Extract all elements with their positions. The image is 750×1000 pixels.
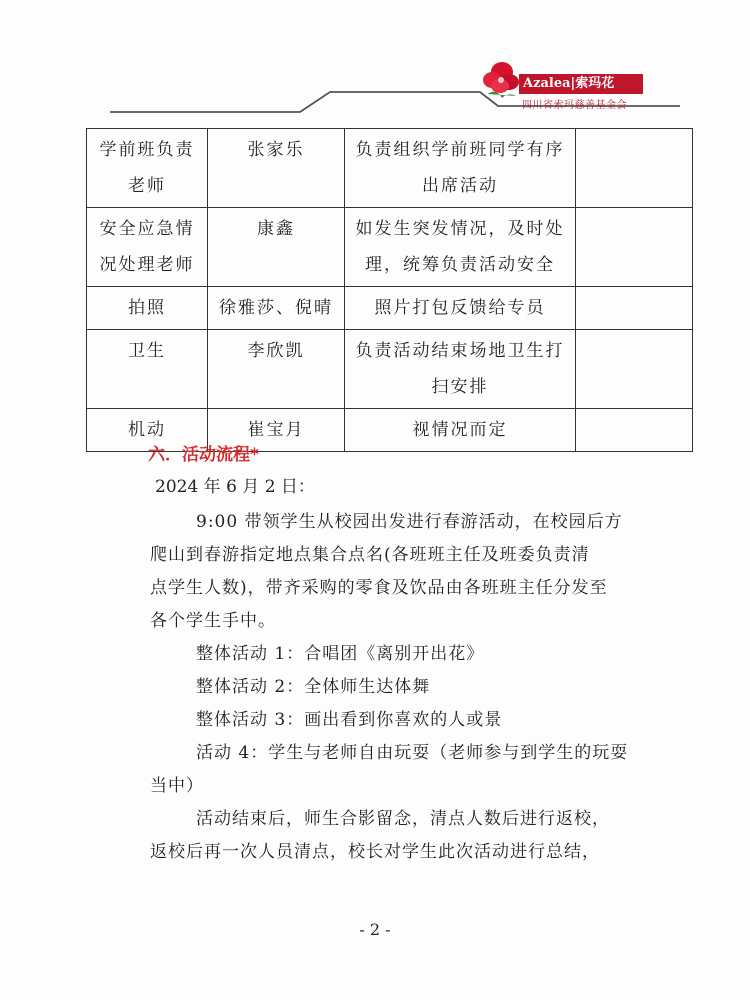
task-cell: 如发生突发情况，及时处理，统筹负责活动安全	[345, 208, 576, 287]
name-cell: 李欣凯	[208, 330, 345, 409]
page-number: - 2 -	[359, 920, 391, 939]
paragraph-line: 爬山到春游指定地点集合点名(各班班主任及班委负责清	[150, 545, 590, 565]
name-cell: 张家乐	[208, 129, 345, 208]
table-row	[87, 129, 693, 208]
table-row	[87, 287, 693, 330]
logo-subtitle: 四川省索玛慈善基金会	[522, 100, 627, 111]
name-cell: 康鑫	[208, 208, 345, 287]
activity-item: 活动 4：学生与老师自由玩耍（老师参与到学生的玩耍	[196, 743, 629, 763]
note-cell	[576, 129, 693, 208]
note-cell	[576, 208, 693, 287]
task-cell: 负责组织学前班同学有序出席活动	[345, 129, 576, 208]
table-row	[87, 330, 693, 409]
role-cell: 拍照	[87, 287, 208, 330]
task-cell: 负责活动结束场地卫生打扫安排	[345, 330, 576, 409]
activity-item: 整体活动 3：画出看到你喜欢的人或景	[196, 710, 503, 730]
note-cell	[576, 409, 693, 452]
note-cell	[576, 287, 693, 330]
task-cell: 视情况而定	[345, 409, 576, 452]
section-heading: 六．活动流程*	[148, 445, 259, 465]
role-cell: 安全应急情况处理老师	[87, 208, 208, 287]
table-row	[87, 208, 693, 287]
logo-title: Azalea|索玛花	[519, 74, 643, 94]
paragraph-line: 9:00 带领学生从校园出发进行春游活动，在校园后方	[196, 512, 623, 532]
event-date: 2024 年 6 月 2 日：	[155, 477, 315, 497]
name-cell: 崔宝月	[208, 409, 345, 452]
name-cell: 徐雅莎、倪晴	[208, 287, 345, 330]
azalea-flower-icon	[482, 58, 522, 104]
paragraph-line: 活动结束后，师生合影留念，清点人数后进行返校，	[196, 809, 610, 829]
role-cell: 学前班负责老师	[87, 129, 208, 208]
paragraph-line: 返校后再一次人员清点，校长对学生此次活动进行总结，	[150, 842, 600, 862]
role-cell: 卫生	[87, 330, 208, 409]
staff-table	[86, 128, 693, 452]
role-cell: 机动	[87, 409, 208, 452]
paragraph-line: 各个学生手中。	[150, 611, 276, 631]
note-cell	[576, 330, 693, 409]
activity-item: 当中）	[150, 776, 204, 796]
azalea-logo	[482, 58, 652, 110]
activity-item: 整体活动 1：合唱团《离别开出花》	[196, 644, 485, 664]
paragraph-line: 点学生人数)，带齐采购的零食及饮品由各班班主任分发至	[150, 578, 608, 598]
task-cell: 照片打包反馈给专员	[345, 287, 576, 330]
activity-item: 整体活动 2：全体师生达体舞	[196, 677, 431, 697]
